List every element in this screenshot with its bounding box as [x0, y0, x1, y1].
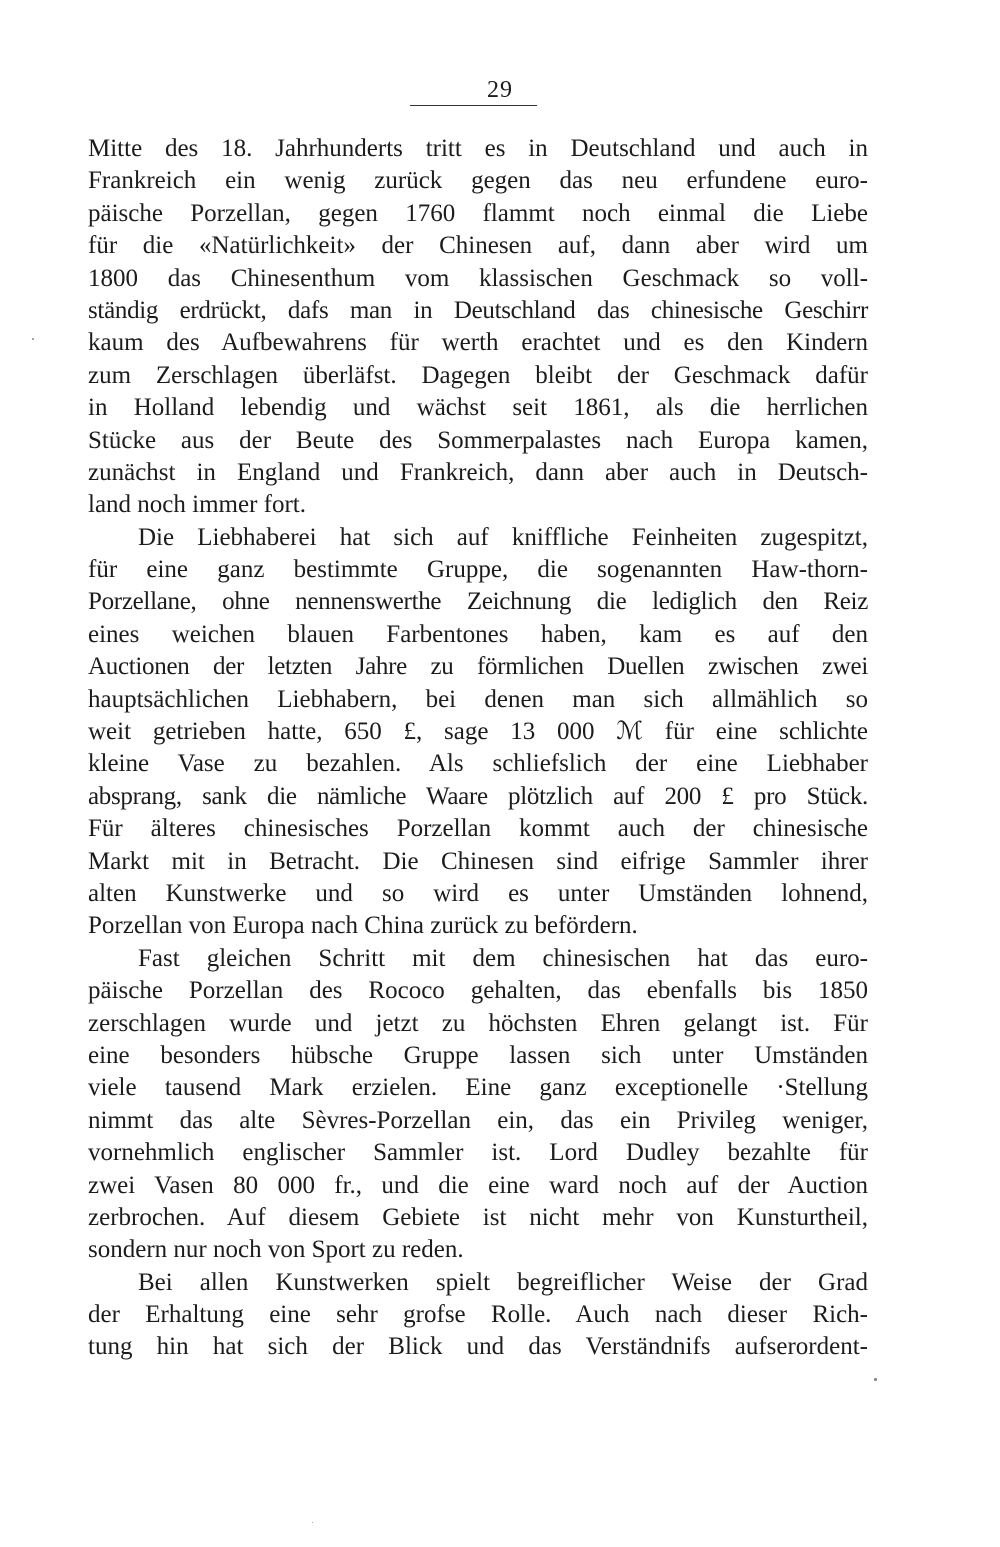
text-line: Für älteres chinesisches Porzellan kommt auch der chinesische: [88, 815, 868, 843]
text-line: viele tausend Mark erzielen. Eine ganz exceptionelle ·Stellung: [88, 1074, 868, 1102]
text-line: land noch immer fort.: [88, 491, 306, 519]
text-line: ständig erdrückt, dafs man in Deutschland das chinesische Geschirr: [88, 296, 868, 324]
body-text: [88, 133, 868, 1364]
text-line: zunächst in England und Frankreich, dann aber auch in Deutsch-: [88, 458, 868, 486]
text-line: für die «Natürlichkeit» der Chinesen auf, dann aber wird um: [88, 232, 868, 260]
page-number-rule: [410, 105, 537, 106]
scan-speck: [874, 1378, 877, 1381]
text-line: Auctionen der letzten Jahre zu förmlichen Duellen zwischen zwei: [88, 653, 868, 681]
text-line: zwei Vasen 80 000 fr., und die eine ward noch auf der Auction: [88, 1171, 868, 1199]
page-number: 29: [487, 77, 513, 103]
paragraph-3: [88, 943, 868, 1267]
text-line: Markt mit in Betracht. Die Chinesen sind eifrige Sammler ihrer: [88, 847, 868, 875]
text-line: nimmt das alte Sèvres-Porzellan ein, das ein Privileg weniger,: [88, 1106, 868, 1134]
text-line: zum Zerschlagen überläfst. Dagegen bleibt der Geschmack dafür: [88, 361, 868, 389]
text-line: Stücke aus der Beute des Sommerpalastes nach Europa kamen,: [88, 426, 868, 454]
text-line: absprang, sank die nämliche Waare plötzlich auf 200 £ pro Stück.: [88, 782, 868, 810]
text-line: sondern nur noch von Sport zu reden.: [88, 1236, 464, 1264]
text-line: in Holland lebendig und wächst seit 1861, als die herrlichen: [88, 394, 868, 422]
text-line: päische Porzellan des Rococo gehalten, das ebenfalls bis 1850: [88, 977, 868, 1005]
text-line: der Erhaltung eine sehr grofse Rolle. Auch nach dieser Rich-: [88, 1301, 868, 1329]
text-line: Mitte des 18. Jahrhunderts tritt es in Deutschland und auch in: [88, 135, 868, 162]
text-line: Die Liebhaberei hat sich auf kniffliche Feinheiten zugespitzt,: [138, 523, 868, 551]
paragraph-2: [88, 522, 868, 943]
text-line: Porzellan von Europa nach China zurück zu befördern.: [88, 912, 638, 940]
text-line: kaum des Aufbewahrens für werth erachtet und es den Kindern: [88, 329, 868, 357]
text-line: vornehmlich englischer Sammler ist. Lord Dudley bezahlte für: [88, 1139, 868, 1167]
text-line: tung hin hat sich der Blick und das Verständnifs aufserordent-: [88, 1333, 868, 1361]
text-line: weit getrieben hatte, 650 £, sage 13 000 ℳ für eine schlichte: [88, 718, 868, 746]
scan-speck: [32, 338, 34, 340]
text-line: päische Porzellan, gegen 1760 flammt noch einmal die Liebe: [88, 199, 868, 227]
text-line: 1800 das Chinesenthum vom klassischen Geschmack so voll-: [88, 264, 868, 292]
paragraph-4: [88, 1267, 868, 1364]
text-line: Bei allen Kunstwerken spielt begreiflicher Weise der Grad: [138, 1268, 868, 1296]
paragraph-1: [88, 133, 868, 522]
text-line: kleine Vase zu bezahlen. Als schliefslich der eine Liebhaber: [88, 750, 868, 778]
text-line: zerbrochen. Auf diesem Gebiete ist nicht mehr von Kunsturtheil,: [88, 1203, 868, 1231]
text-line: hauptsächlichen Liebhabern, bei denen man sich allmählich so: [88, 685, 868, 713]
text-line: für eine ganz bestimmte Gruppe, die sogenannten Haw-thorn-: [88, 556, 868, 584]
text-line: eines weichen blauen Farbentones haben, kam es auf den: [88, 620, 868, 648]
text-line: zerschlagen wurde und jetzt zu höchsten Ehren gelangt ist. Für: [88, 1009, 868, 1037]
text-line: eine besonders hübsche Gruppe lassen sich unter Umständen: [88, 1041, 868, 1069]
text-line: Porzellane, ohne nennenswerthe Zeichnung die lediglich den Reiz: [88, 588, 868, 616]
text-line: alten Kunstwerke und so wird es unter Umständen lohnend,: [88, 879, 868, 907]
scan-speck: [312, 1522, 313, 1523]
text-line: Frankreich ein wenig zurück gegen das neu erfundene euro-: [88, 167, 868, 195]
text-line: Fast gleichen Schritt mit dem chinesischen hat das euro-: [138, 944, 868, 972]
